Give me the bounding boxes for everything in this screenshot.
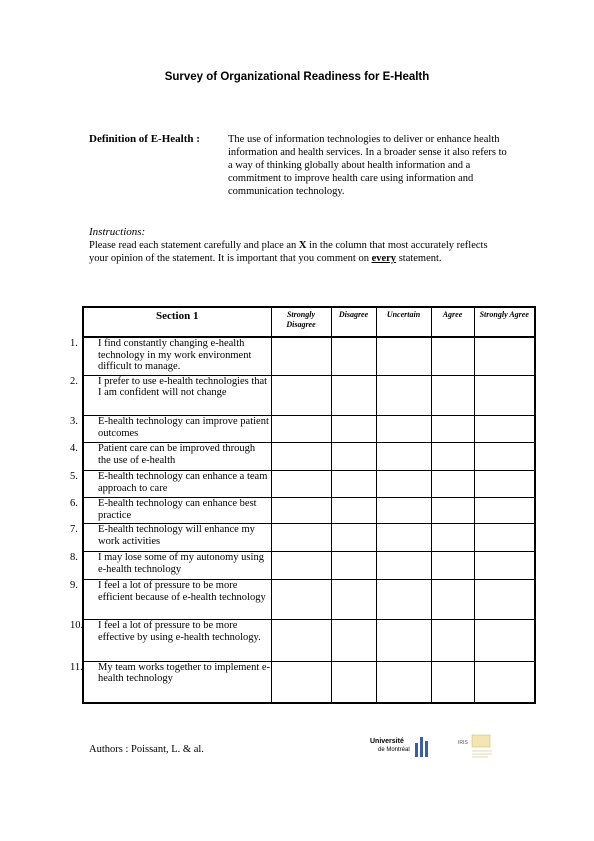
table-row [83,620,535,661]
response-cell-agree[interactable] [431,337,474,375]
statement-number: 8. [70,552,78,564]
response-cell-disagree[interactable] [331,337,376,375]
statement-number: 2. [70,375,78,387]
response-cell-strongly-disagree[interactable] [271,337,331,375]
statement-text: I may lose some of my autonomy using e-health technology [98,552,264,575]
response-cell-strongly-disagree[interactable] [271,620,331,661]
response-cell-strongly-disagree[interactable] [271,443,331,471]
response-cell-disagree[interactable] [331,471,376,498]
table-row [83,337,535,375]
response-cell-strongly-agree[interactable] [474,580,535,620]
statement-text: E-health technology will enhance my work activities [98,524,255,547]
response-cell-agree[interactable] [431,498,474,524]
response-cell-disagree[interactable] [331,580,376,620]
survey-table [70,306,536,704]
response-cell-disagree[interactable] [331,552,376,580]
statement-number: 10. [70,620,84,632]
page-title: Survey of Organizational Readiness for E-Health [164,71,430,83]
statement-text: I find constantly changing e-health technology in my work environment difficult to manage. [98,338,252,372]
response-cell-uncertain[interactable] [376,471,431,498]
statement-cell [70,661,271,703]
response-cell-strongly-agree[interactable] [474,498,535,524]
header-disagree: Disagree [331,307,376,337]
response-cell-strongly-agree[interactable] [474,443,535,471]
response-cell-agree[interactable] [431,580,474,620]
statement-cell [70,471,271,498]
statement-cell [70,524,271,552]
table-row [83,580,535,620]
logo-bars-icon [414,735,430,757]
response-cell-disagree[interactable] [331,375,376,415]
header-strongly-agree: Strongly Agree [474,307,535,337]
response-cell-strongly-agree[interactable] [474,552,535,580]
response-cell-disagree[interactable] [331,498,376,524]
statement-cell [70,337,271,375]
statement-cell [70,580,271,620]
response-cell-uncertain[interactable] [376,498,431,524]
statement-text: E-health technology can enhance best practice [98,498,257,521]
statement-number: 6. [70,498,78,510]
definition-text: The use of information technologies to deliver or enhance health information and health services. In a broader sense it also refers to a way of thinking globally about health information and a commitment to improve health care using information and communication technology. [228,134,507,197]
response-cell-strongly-disagree[interactable] [271,552,331,580]
response-cell-disagree[interactable] [331,661,376,703]
instructions-text [89,239,509,265]
table-row [83,471,535,498]
statement-cell [70,375,271,415]
statement-number: 9. [70,580,78,592]
response-cell-uncertain[interactable] [376,375,431,415]
response-cell-uncertain[interactable] [376,620,431,661]
instructions-part-1: Please read each statement carefully and place an [89,240,299,251]
statement-cell [70,620,271,661]
response-cell-uncertain[interactable] [376,552,431,580]
response-cell-disagree[interactable] [331,524,376,552]
response-cell-strongly-disagree[interactable] [271,498,331,524]
response-cell-uncertain[interactable] [376,337,431,375]
table-row [83,443,535,471]
response-cell-strongly-disagree[interactable] [271,661,331,703]
response-cell-agree[interactable] [431,471,474,498]
statement-text: Patient care can be improved through the use of e-health [98,443,256,466]
response-cell-disagree[interactable] [331,443,376,471]
response-cell-disagree[interactable] [331,620,376,661]
statement-number: 1. [70,338,78,349]
iris-logo [458,733,494,763]
statement-number: 4. [70,443,78,455]
response-cell-strongly-agree[interactable] [474,337,535,375]
table-row [83,498,535,524]
statement-number: 11. [70,661,83,673]
header-strongly-disagree: Strongly Disagree [271,307,331,337]
instructions-heading: Instructions: [89,226,146,238]
response-cell-strongly-agree[interactable] [474,375,535,415]
statement-text: E-health technology can enhance a team approach to care [98,471,268,494]
response-cell-agree[interactable] [431,375,474,415]
table-row [83,375,535,415]
response-cell-uncertain[interactable] [376,661,431,703]
table-row [83,661,535,703]
response-cell-strongly-disagree[interactable] [271,524,331,552]
header-uncertain: Uncertain [376,307,431,337]
response-cell-uncertain[interactable] [376,416,431,443]
statement-text: E-health technology can improve patient outcomes [98,416,269,439]
response-cell-strongly-disagree[interactable] [271,580,331,620]
response-cell-agree[interactable] [431,416,474,443]
statement-text: I feel a lot of pressure to be more efficient because of e-health technology [98,580,266,603]
response-cell-agree[interactable] [431,524,474,552]
table-row [83,524,535,552]
table-row [83,416,535,443]
response-cell-agree[interactable] [431,443,474,471]
response-cell-disagree[interactable] [331,416,376,443]
response-cell-strongly-agree[interactable] [474,471,535,498]
statement-cell [70,552,271,580]
table-header-row [83,307,535,337]
statement-text: I feel a lot of pressure to be more effective by using e-health technology. [98,620,261,643]
iris-logo-text: IRIS [458,740,468,746]
response-cell-uncertain[interactable] [376,443,431,471]
response-cell-strongly-agree[interactable] [474,661,535,703]
response-cell-agree[interactable] [431,661,474,703]
statement-cell [70,416,271,443]
universite-de-montreal-logo: Université de Montréal [370,735,430,759]
statement-cell [70,498,271,524]
response-cell-strongly-agree[interactable] [474,524,535,552]
response-cell-agree[interactable] [431,620,474,661]
statement-cell [70,443,271,471]
authors: Authors : Poissant, L. & al. [89,744,204,755]
section-header: Section 1 [83,307,271,337]
statement-text: My team works together to implement e-health technology [98,661,271,685]
x-mark: X [298,240,307,251]
statement-number: 7. [70,524,78,536]
response-cell-uncertain[interactable] [376,580,431,620]
header-agree: Agree [431,307,474,337]
statement-text: I prefer to use e-health technologies that I am confident will not change [98,375,268,399]
instructions-emphasis: every [371,253,397,264]
response-cell-uncertain[interactable] [376,524,431,552]
instructions-part-3: statement. [396,253,442,264]
response-cell-strongly-disagree[interactable] [271,416,331,443]
response-cell-strongly-disagree[interactable] [271,471,331,498]
definition-label: Definition of E-Health : [89,133,200,145]
statement-number: 3. [70,416,78,428]
statement-number: 5. [70,471,78,483]
instructions-part-2: in the column that most accurately reflects your opinion of the statement. It is important that you comment on [89,240,488,264]
table-row [83,552,535,580]
response-cell-strongly-agree[interactable] [474,620,535,661]
response-cell-strongly-disagree[interactable] [271,375,331,415]
response-cell-strongly-agree[interactable] [474,416,535,443]
response-cell-agree[interactable] [431,552,474,580]
